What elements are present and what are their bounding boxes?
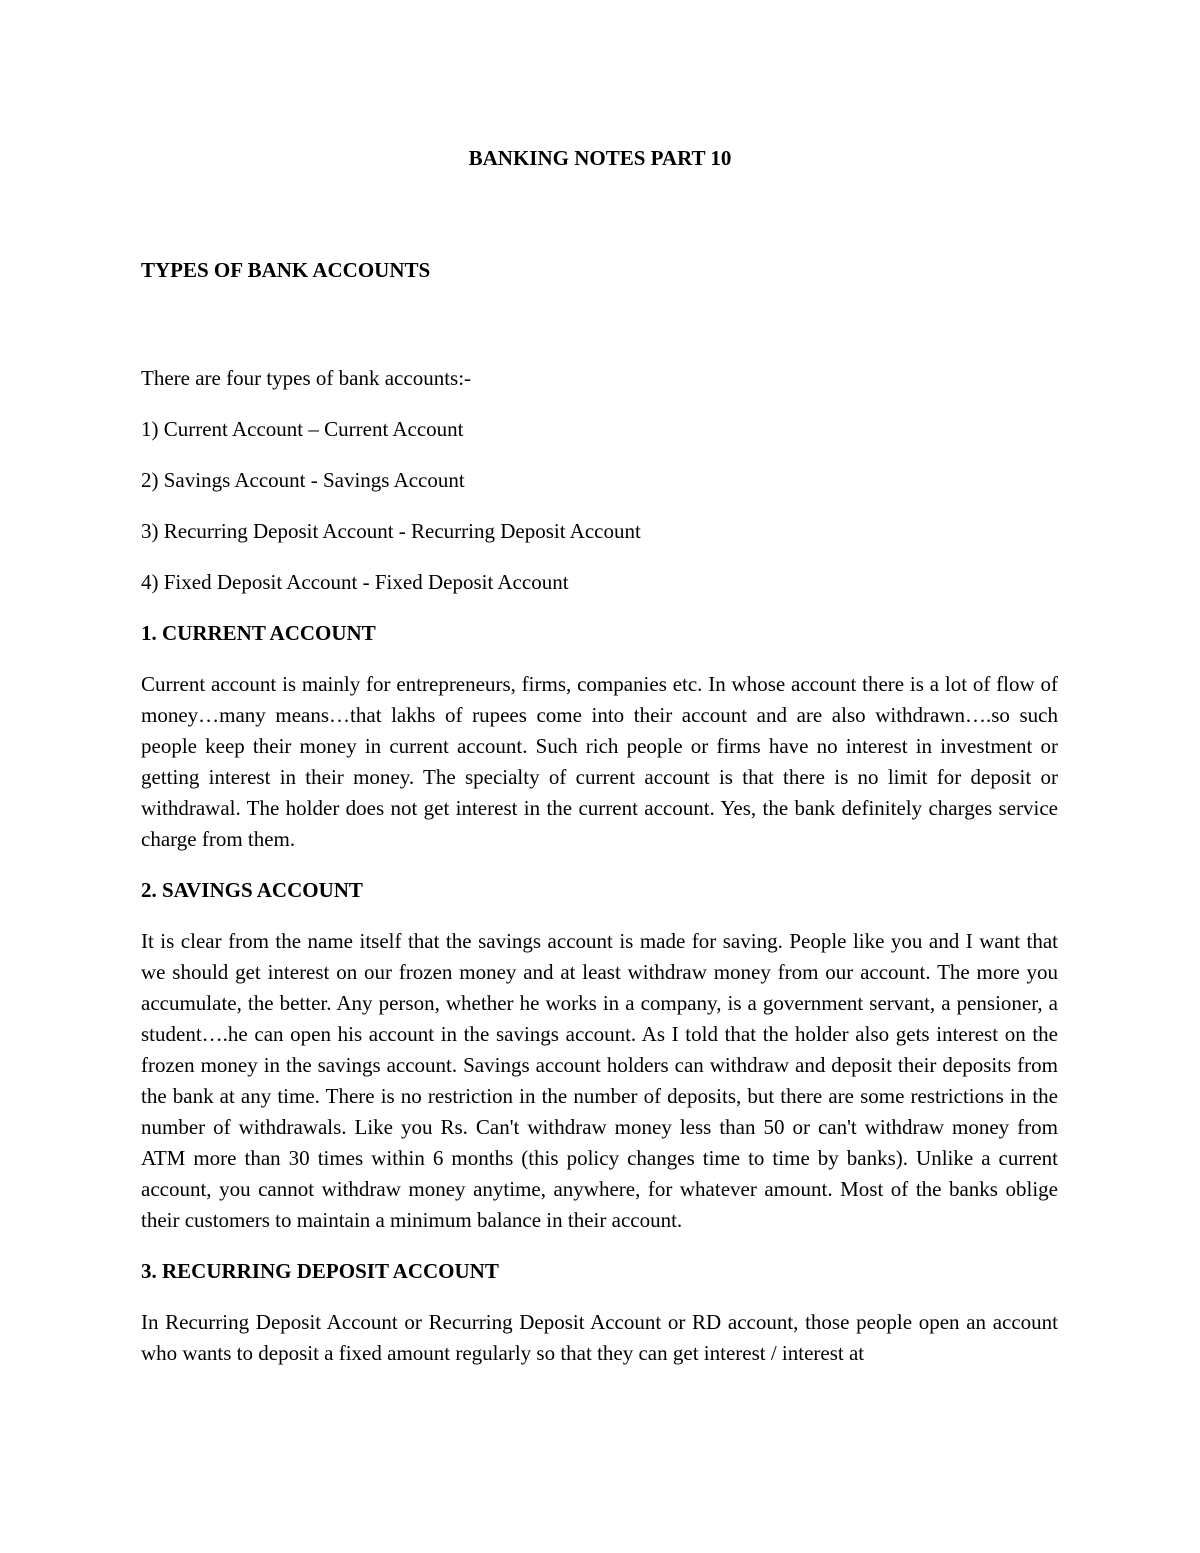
document-body bbox=[141, 363, 1058, 1389]
list-item: 3) Recurring Deposit Account - Recurring Deposit Account bbox=[141, 519, 641, 543]
savings-account-heading: 2. SAVINGS ACCOUNT bbox=[141, 878, 363, 902]
savings-account-paragraph: It is clear from the name itself that the savings account is made for saving. People like you and I want that we should get interest on our frozen money and at least withdraw money from our account. The more you accumulate, the better. Any person, whether he works in a company, is a government servant, a pensioner, a student….he can open his account in the savings account. As I told that the holder also gets interest on the frozen money in the savings account. Savings account holders can withdraw and deposit their deposits from the bank at any time. There is no restriction in the number of deposits, but there are some restrictions in the number of withdrawals. Like you Rs. Can't withdraw money less than 50 or can't withdraw money from ATM more than 30 times within 6 months (this policy changes time to time by banks). Unlike a current account, you cannot withdraw money anytime, anywhere, for whatever amount. Most of the banks oblige their customers to maintain a minimum balance in their account. bbox=[141, 929, 1058, 1232]
list-item: 4) Fixed Deposit Account - Fixed Deposit Account bbox=[141, 570, 569, 594]
list-item: 1) Current Account – Current Account bbox=[141, 417, 464, 441]
current-account-heading: 1. CURRENT ACCOUNT bbox=[141, 621, 376, 645]
intro-text: There are four types of bank accounts:- bbox=[141, 366, 472, 390]
list-item: 2) Savings Account - Savings Account bbox=[141, 468, 465, 492]
current-account-paragraph: Current account is mainly for entrepreneurs, firms, companies etc. In whose account there is a lot of flow of money…many means…that lakhs of rupees come into their account and are also withdrawn….so such people keep their money in current account. Such rich people or firms have no interest in investment or getting interest in their money. The specialty of current account is that there is no limit for deposit or withdrawal. The holder does not get interest in the current account. Yes, the bank definitely charges service charge from them. bbox=[141, 672, 1058, 851]
section-title: TYPES OF BANK ACCOUNTS bbox=[141, 258, 431, 282]
recurring-deposit-heading: 3. RECURRING DEPOSIT ACCOUNT bbox=[141, 1259, 499, 1283]
document-title: BANKING NOTES PART 10 bbox=[468, 146, 732, 170]
recurring-deposit-paragraph: In Recurring Deposit Account or Recurring Deposit Account or RD account, those people open an account who wants to deposit a fixed amount regularly so that they can get interest / interest at bbox=[141, 1310, 1058, 1365]
